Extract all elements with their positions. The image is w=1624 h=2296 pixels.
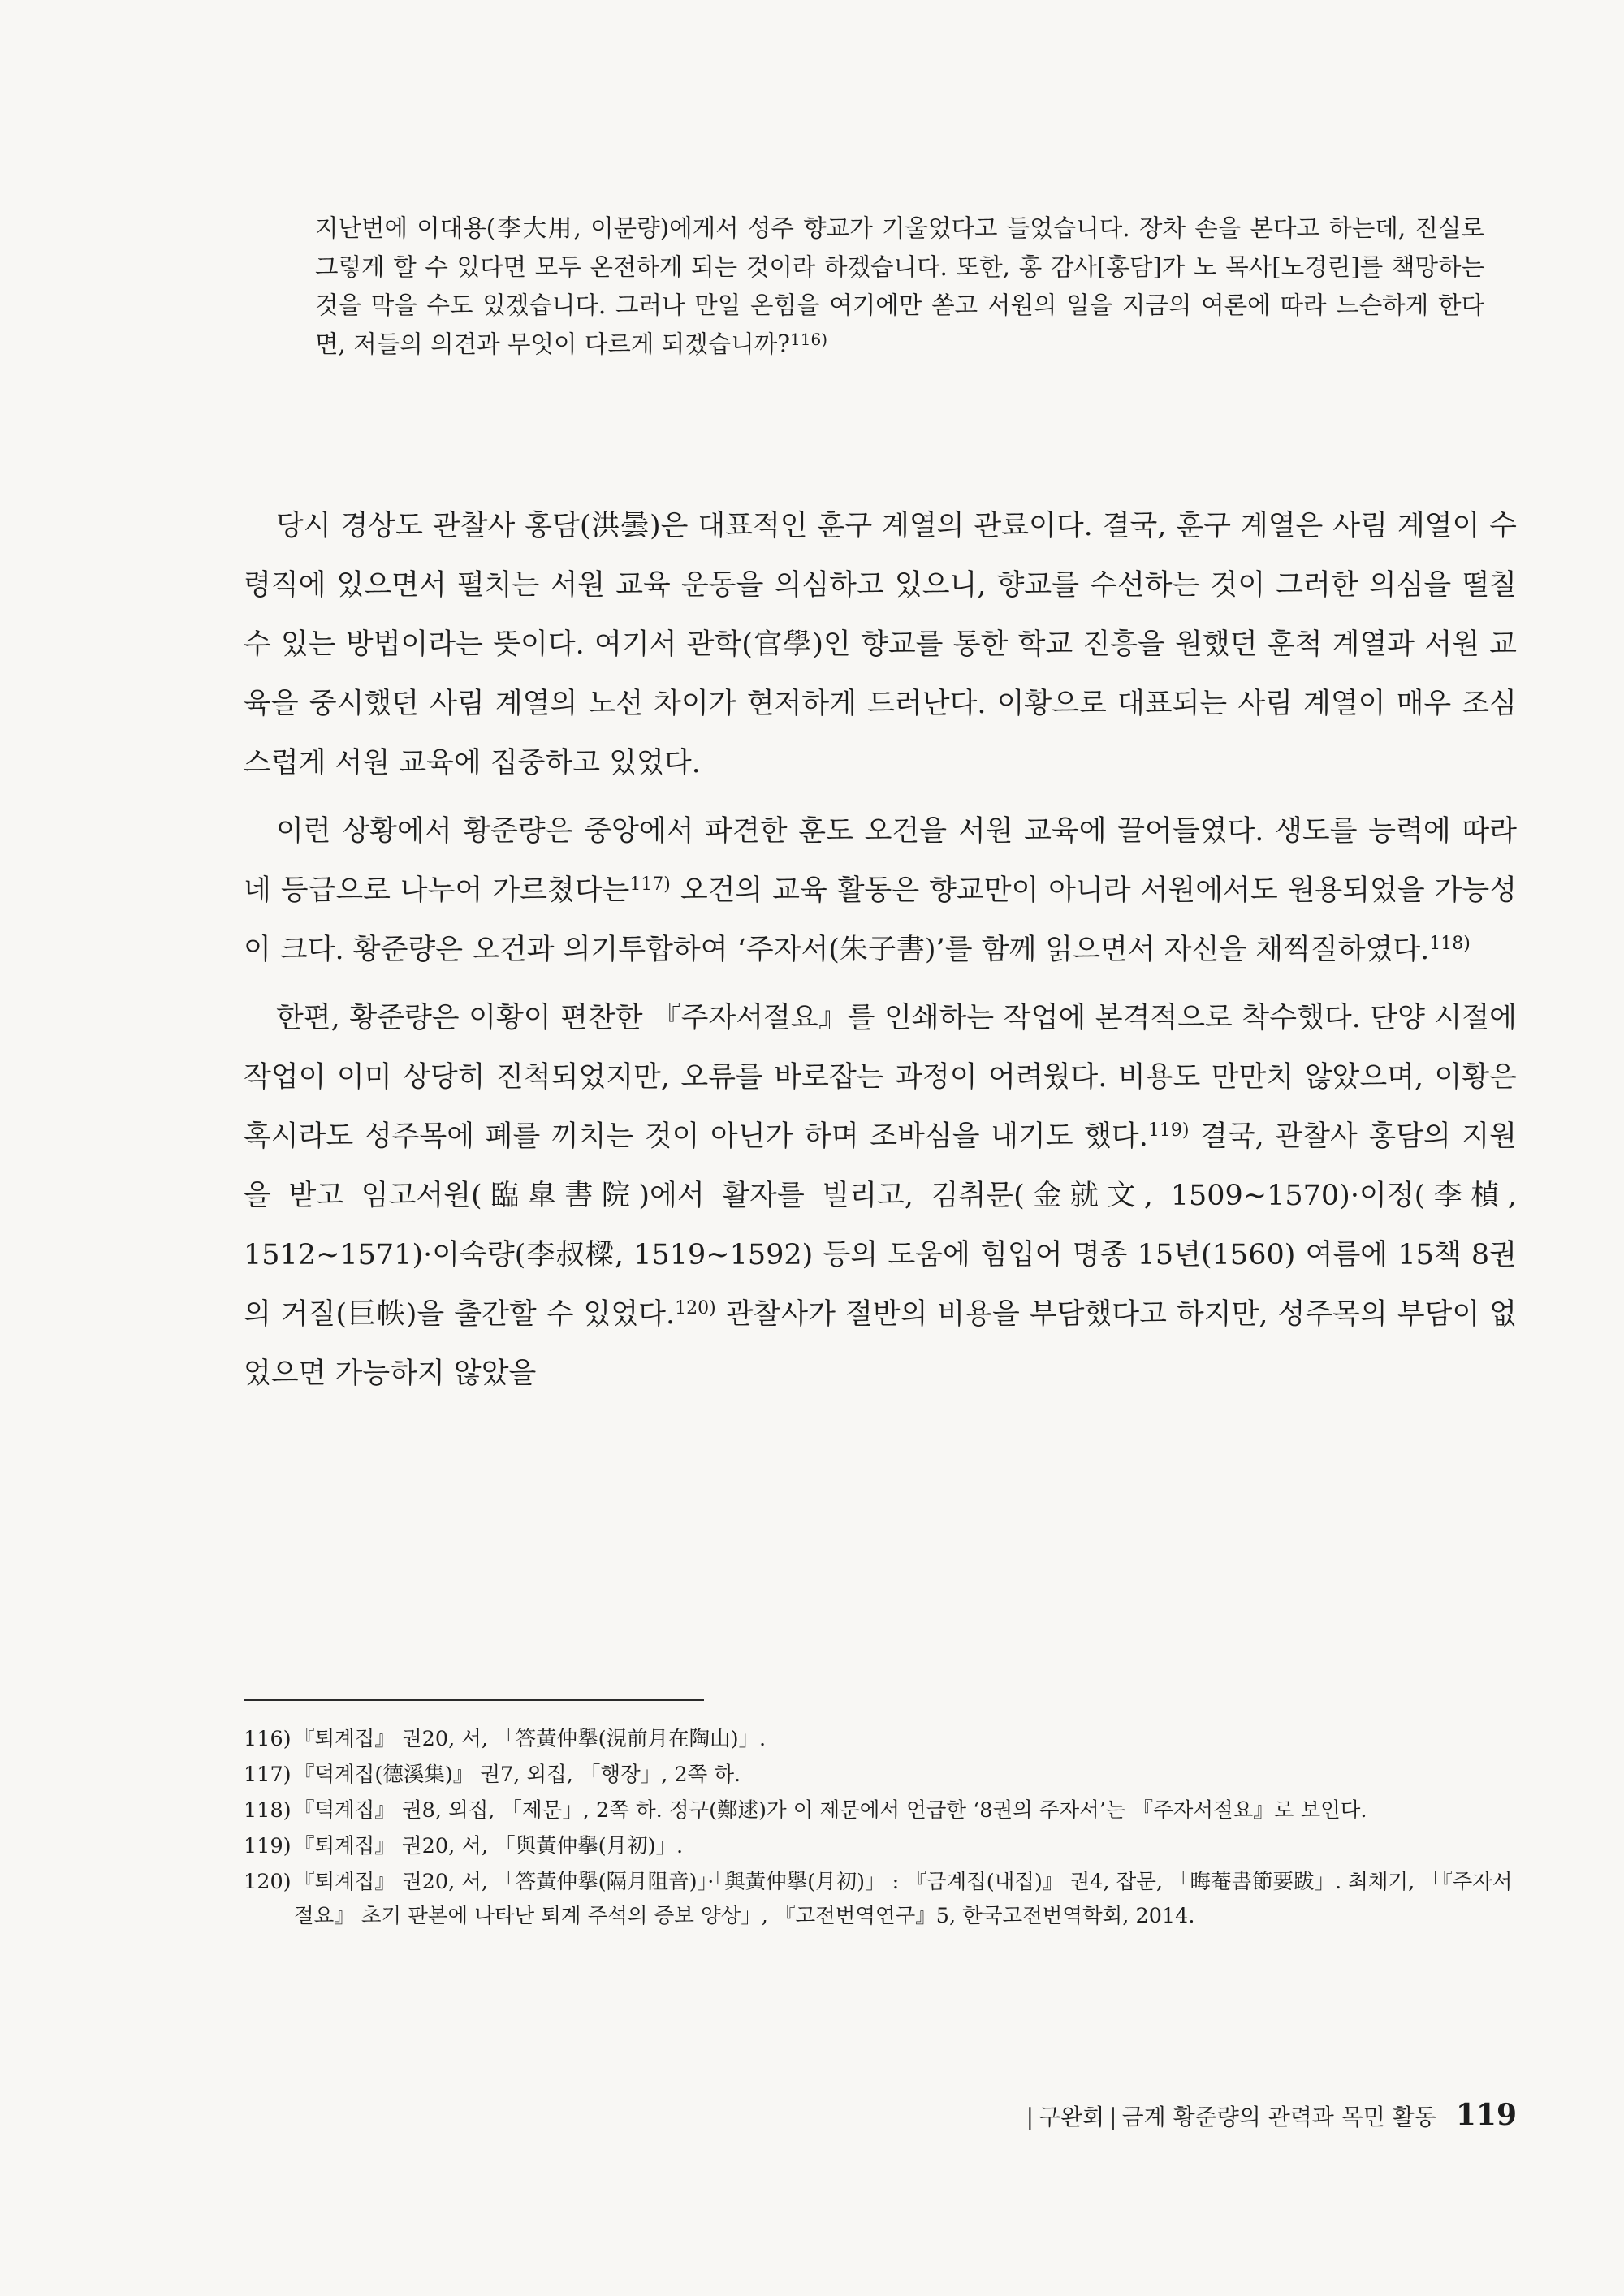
paragraph-2-text-b: 오건의 교육 활동은 향교만이 아니라 서원에서도 원용되었을 가능성이 크다. 황준량은 오건과 의기투합하여 ‘주자서(朱子書)’를 함께 읽으면서 자신을 채찍질하였다. bbox=[244, 874, 1517, 966]
block-quote-text: 지난번에 이대용(李大用, 이문량)에게서 성주 향교가 기울었다고 들었습니다. 장차 손을 본다고 하는데, 진실로 그렇게 할 수 있다면 모두 온전하게 되는 것이라 하겠습니다. 또한, 홍 감사[홍담]가 노 목사[노경린]를 책망하는 것을 막을 수도 있겠습니다. 그러나 만일 온힘을 여기에만 쏟고 서원의 일을 지금의 여론에 따라 느슨하게 한다면, 저들의 의견과 무엇이 다르게 되겠습니까? bbox=[315, 214, 1484, 358]
footnote-number: 119) bbox=[244, 1834, 292, 1858]
footnote-text: 『퇴계집』 권20, 서, 「與黃仲擧(月初)」. bbox=[294, 1834, 684, 1858]
footnote-ref-117[interactable]: 117) bbox=[629, 874, 671, 895]
footnote-text: 『덕계집』 권8, 외집, 「제문」, 2쪽 하. 정구(鄭逑)가 이 제문에서 언급한 ‘8권의 주자서’는 『주자서절요』로 보인다. bbox=[294, 1798, 1367, 1823]
body-text bbox=[244, 497, 1517, 1413]
footnote-number: 117) bbox=[244, 1763, 292, 1787]
footnote-ref-116[interactable]: 116) bbox=[790, 329, 828, 349]
footnote-119 bbox=[244, 1829, 1517, 1863]
footnote-116 bbox=[244, 1722, 1517, 1756]
footnote-ref-120[interactable]: 120) bbox=[675, 1298, 716, 1318]
paragraph-1-text: 당시 경상도 관찰사 홍담(洪曇)은 대표적인 훈구 계열의 관료이다. 결국, 훈구 계열은 사림 계열이 수령직에 있으면서 펼치는 서원 교육 운동을 의심하고 있으니, 향교를 수선하는 것이 그러한 의심을 떨칠 수 있는 방법이라는 뜻이다. 여기서 관학(官學)인 향교를 통한 학교 진흥을 원했던 훈척 계열과 서원 교육을 중시했던 사림 계열의 노선 차이가 현저하게 드러난다. 이황으로 대표되는 사림 계열이 매우 조심스럽게 서원 교육에 집중하고 있었다. bbox=[244, 510, 1517, 779]
footnote-ref-118[interactable]: 118) bbox=[1429, 934, 1471, 954]
footnote-text: 『퇴계집』 권20, 서, 「答黃仲擧(隔月阻音)」·「與黃仲擧(月初)」 : 『금계집(내집)』 권4, 잡문, 「晦菴書節要跋」. 최채기, 「『주자서절요』 초기 판본에 나타난 퇴계 주석의 증보 양상」, 『고전번역연구』5, 한국고전번역학회, 2014. bbox=[294, 1870, 1513, 1928]
paragraph-3 bbox=[244, 989, 1517, 1404]
footnote-number: 116) bbox=[244, 1727, 292, 1751]
paragraph-3-text-c: 관찰사가 절반의 비용을 부담했다고 하지만, 성주목의 부담이 없었으면 가능하지 않았을 bbox=[244, 1298, 1517, 1390]
footnote-ref-119[interactable]: 119) bbox=[1147, 1120, 1190, 1141]
paragraph-2 bbox=[244, 802, 1517, 980]
paragraph-1 bbox=[244, 497, 1517, 793]
footnote-text: 『퇴계집』 권20, 서, 「答黃仲擧(涀前月在陶山)」. bbox=[294, 1727, 767, 1751]
footnote-text: 『덕계집(德溪集)』 권7, 외집, 「행장」, 2쪽 하. bbox=[294, 1763, 741, 1787]
running-footer bbox=[1021, 2097, 1517, 2135]
page-number: 119 bbox=[1455, 2098, 1517, 2132]
block-quote bbox=[315, 209, 1484, 364]
footnote-list bbox=[244, 1722, 1517, 1935]
footer-separator: | bbox=[1109, 2104, 1117, 2130]
footer-title: 금계 황준량의 관력과 목민 활동 bbox=[1121, 2104, 1436, 2130]
footnote-117 bbox=[244, 1758, 1517, 1792]
footnote-120 bbox=[244, 1865, 1517, 1933]
footer-author: 구완회 bbox=[1039, 2104, 1105, 2130]
footnote-divider bbox=[244, 1699, 704, 1701]
paragraph-3-text-b: 결국, 관찰사 홍담의 지원을 받고 임고서원(臨皐書院)에서 활자를 빌리고, 김취문(金就文, 1509~1570)·이정(李楨, 1512~1571)·이숙량(李叔樑, 1519~1592) 등의 도움에 힘입어 명종 15년(1560) 여름에 15책 8권의 거질(巨帙)을 출간할 수 있었다. bbox=[244, 1120, 1517, 1331]
footnote-118 bbox=[244, 1793, 1517, 1828]
paragraph-2-text-a: 이런 상황에서 황준량은 중앙에서 파견한 훈도 오건을 서원 교육에 끌어들였다. 생도를 능력에 따라 네 등급으로 나누어 가르쳤다는 bbox=[244, 815, 1517, 907]
footer-separator: | bbox=[1026, 2104, 1034, 2130]
footnote-number: 118) bbox=[244, 1798, 292, 1823]
paragraph-3-text-a: 한편, 황준량은 이황이 편찬한 『주자서절요』를 인쇄하는 작업에 본격적으로 착수했다. 단양 시절에 작업이 이미 상당히 진척되었지만, 오류를 바로잡는 과정이 어려웠다. 비용도 만만치 않았으며, 이황은 혹시라도 성주목에 폐를 끼치는 것이 아닌가 하며 조바심을 내기도 했다. bbox=[244, 1002, 1517, 1153]
footnote-number: 120) bbox=[244, 1870, 292, 1894]
